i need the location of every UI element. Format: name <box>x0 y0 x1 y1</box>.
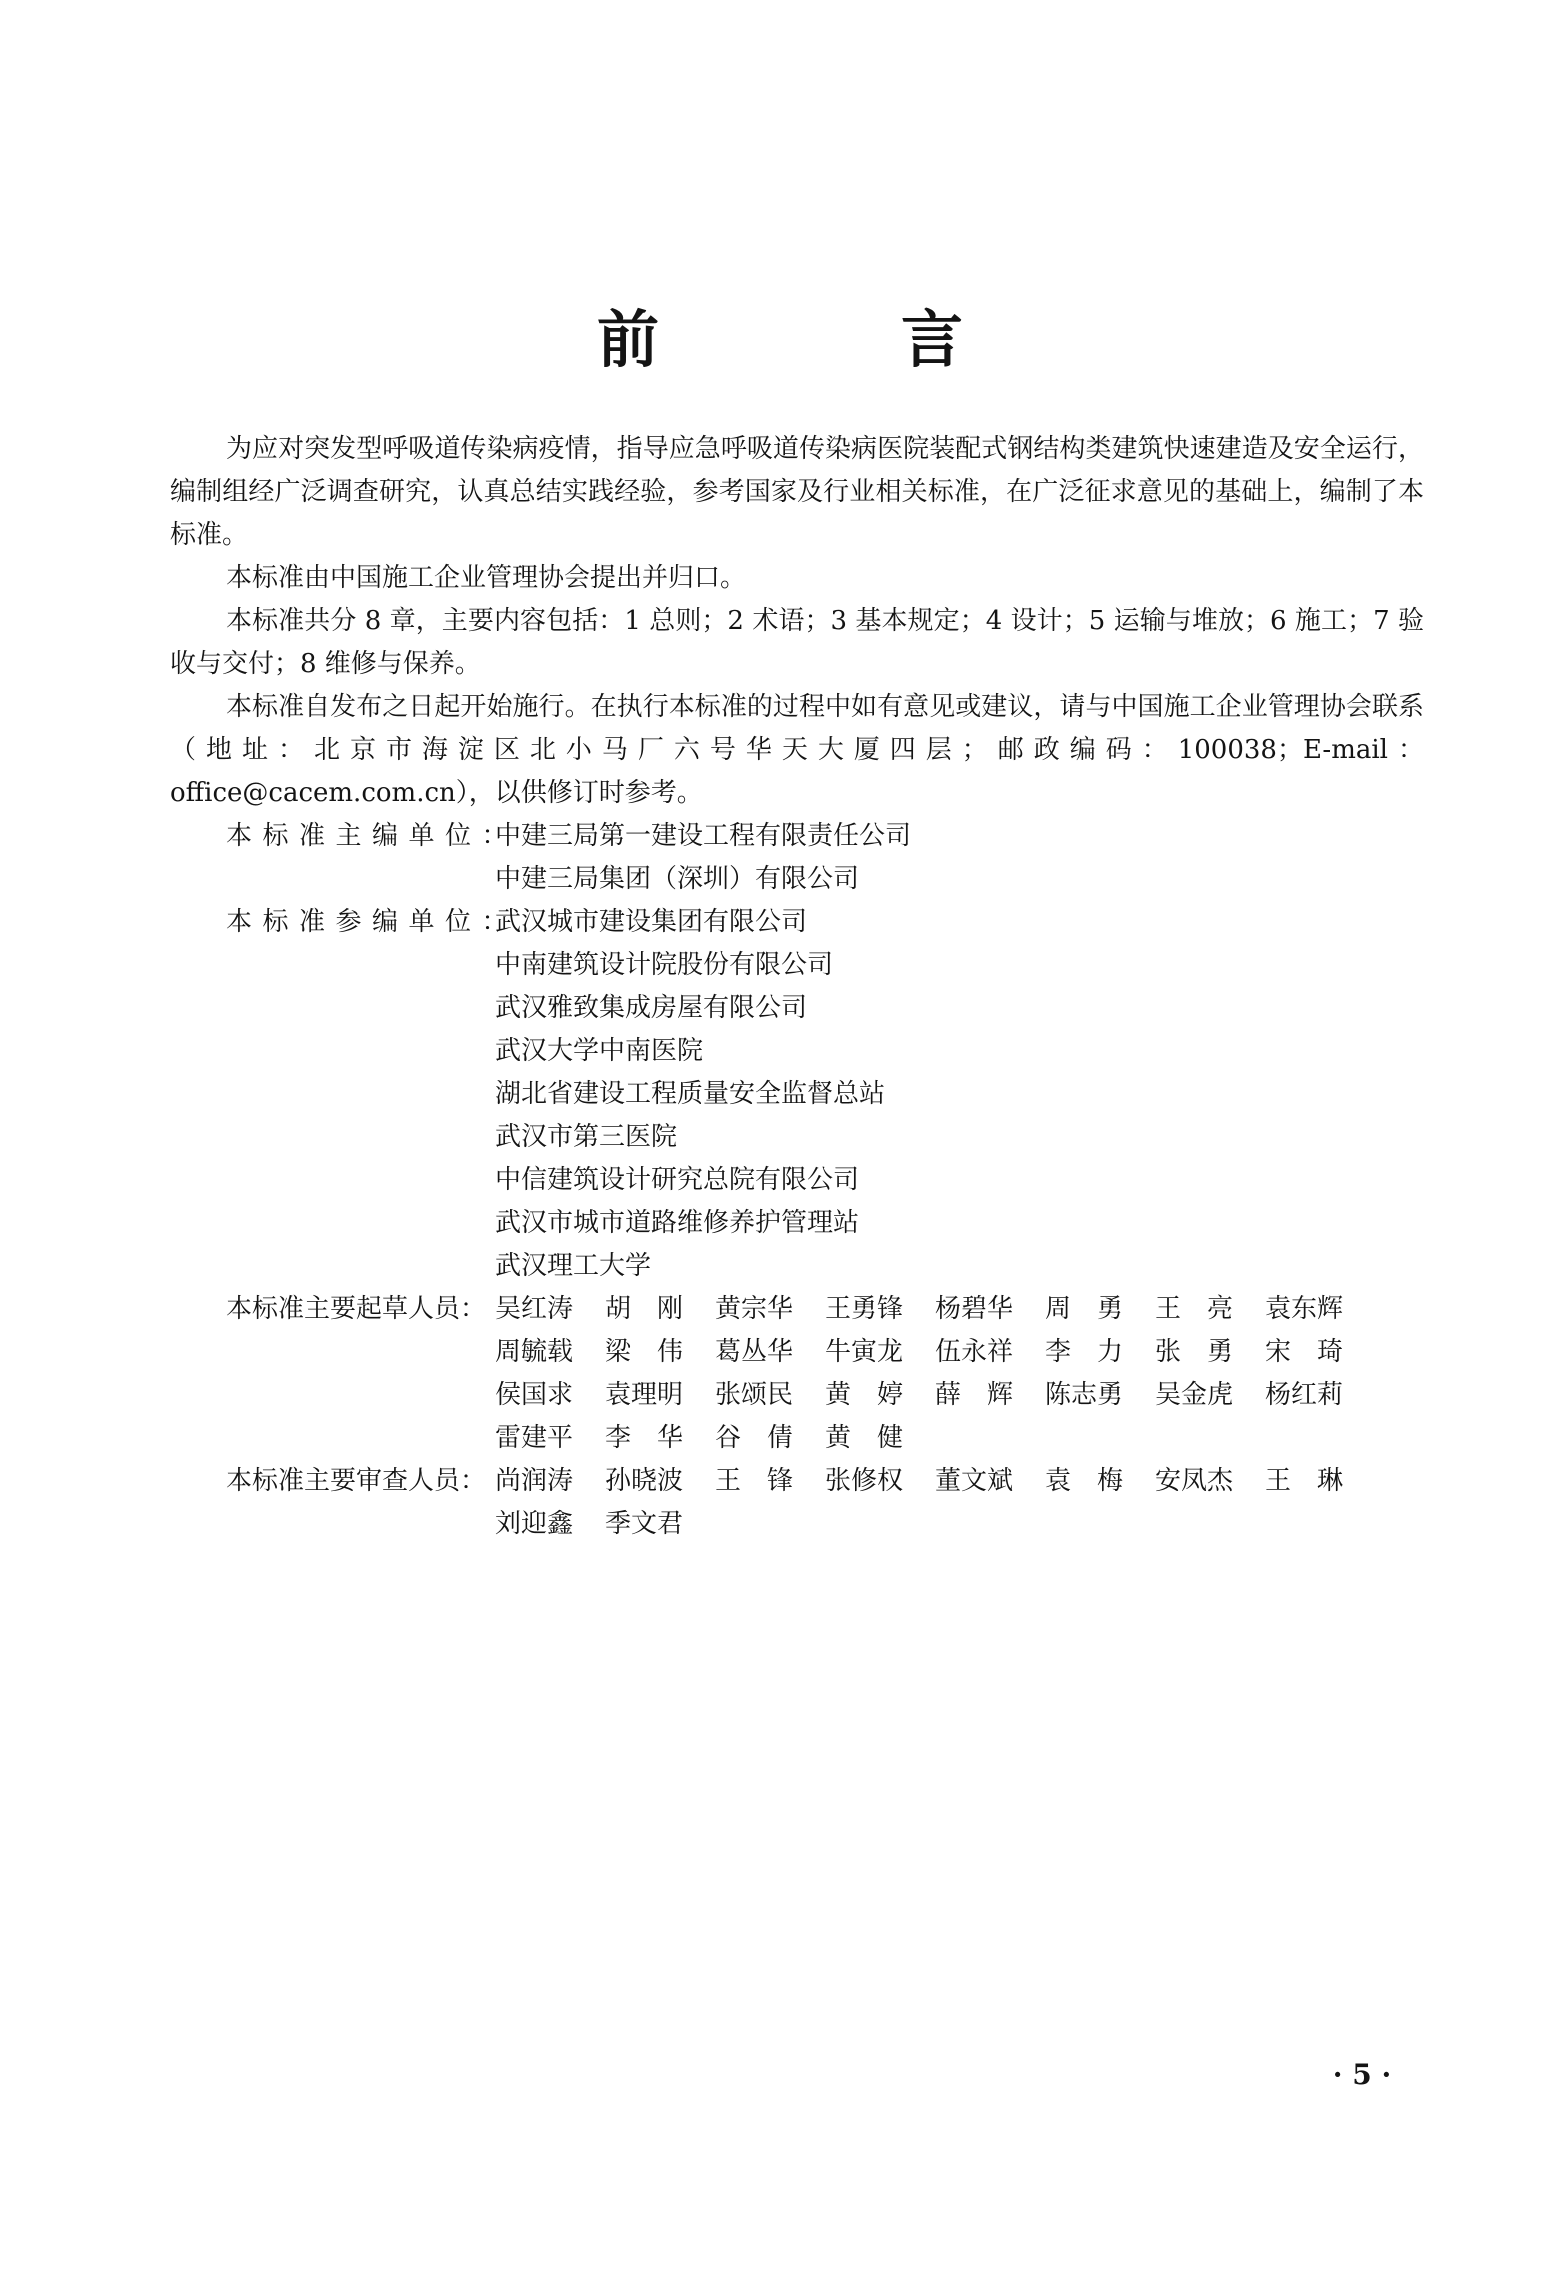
drafter-name: 胡 刚 <box>605 1294 684 1324</box>
paragraph-contact: 本标准自发布之日起开始施行。在执行本标准的过程中如有意见或建议，请与中国施工企业管理协会联系（地址：北京市海淀区北小马厂六号华天大厦四层；邮政编码：100038；E-mail：office@cacem.com.cn），以供修订时参考。 <box>170 692 1424 808</box>
drafter-name: 薛 辉 <box>935 1380 1014 1410</box>
drafter-name: 牛寅龙 <box>825 1337 904 1367</box>
drafter-name: 黄 健 <box>825 1423 904 1453</box>
drafter-name: 李 力 <box>1045 1337 1124 1367</box>
editor-label: 本标准主编单位： <box>226 821 519 851</box>
drafter-name: 袁东辉 <box>1265 1294 1344 1324</box>
participant-unit: 武汉大学中南医院 <box>495 1036 704 1066</box>
reviewers-names <box>495 1460 1424 1503</box>
paragraph-chapters: 本标准共分 8 章，主要内容包括：1 总则；2 术语；3 基本规定；4 设计；5 运输与堆放；6 施工；7 验收与交付；8 维修与保养。 <box>170 606 1424 679</box>
drafter-name: 黄宗华 <box>715 1294 794 1324</box>
reviewers-label: 本标准主要审查人员： <box>226 1466 487 1496</box>
drafters-row <box>170 1288 1424 1331</box>
page-number: · 5 · <box>1332 2058 1392 2091</box>
participant-row <box>170 1159 1424 1202</box>
participant-unit: 湖北省建设工程质量安全监督总站 <box>495 1079 886 1109</box>
drafters-names <box>495 1331 1424 1374</box>
drafter-name: 袁理明 <box>605 1380 684 1410</box>
drafters-row <box>170 1374 1424 1417</box>
participant-unit: 武汉理工大学 <box>495 1251 652 1281</box>
reviewer-name: 张修权 <box>825 1466 904 1496</box>
participants-label: 本标准参编单位： <box>226 907 519 937</box>
participant-unit: 中南建筑设计院股份有限公司 <box>495 950 834 980</box>
drafter-name: 伍永祥 <box>935 1337 1014 1367</box>
editor-row <box>170 815 1424 858</box>
drafter-name: 葛丛华 <box>715 1337 794 1367</box>
paragraph-proposer: 本标准由中国施工企业管理协会提出并归口。 <box>226 563 747 593</box>
participant-row <box>170 987 1424 1030</box>
reviewers-names <box>495 1503 1424 1546</box>
drafter-name: 吴金虎 <box>1155 1380 1234 1410</box>
editor-unit: 中建三局第一建设工程有限责任公司 <box>495 821 912 851</box>
drafters-names <box>495 1288 1424 1331</box>
editor-unit: 中建三局集团（深圳）有限公司 <box>495 864 860 894</box>
reviewer-name: 王 琳 <box>1265 1466 1344 1496</box>
drafter-name: 侯国求 <box>495 1380 574 1410</box>
participant-unit: 武汉雅致集成房屋有限公司 <box>495 993 808 1023</box>
participant-row <box>170 1030 1424 1073</box>
participant-unit: 武汉市城市道路维修养护管理站 <box>495 1208 860 1238</box>
roster <box>170 815 1424 1546</box>
editor-row <box>170 858 1424 901</box>
drafter-name: 梁 伟 <box>605 1337 684 1367</box>
participant-row <box>170 1245 1424 1288</box>
drafter-name: 雷建平 <box>495 1423 574 1453</box>
drafter-name: 周 勇 <box>1045 1294 1124 1324</box>
participant-unit: 武汉市第三医院 <box>495 1122 678 1152</box>
page-title: 前 言 <box>596 303 1053 376</box>
drafter-name: 吴红涛 <box>495 1294 574 1324</box>
drafter-name: 张颂民 <box>715 1380 794 1410</box>
drafter-name: 王 亮 <box>1155 1294 1234 1324</box>
participant-row <box>170 1202 1424 1245</box>
drafter-name: 陈志勇 <box>1045 1380 1124 1410</box>
body-text <box>170 428 1424 1546</box>
drafters-row <box>170 1331 1424 1374</box>
reviewer-name: 袁 梅 <box>1045 1466 1124 1496</box>
participant-row <box>170 944 1424 987</box>
drafters-row <box>170 1417 1424 1460</box>
drafter-name: 杨碧华 <box>935 1294 1014 1324</box>
drafter-name: 李 华 <box>605 1423 684 1453</box>
participant-row <box>170 1116 1424 1159</box>
drafter-name: 黄 婷 <box>825 1380 904 1410</box>
drafter-name: 王勇锋 <box>825 1294 904 1324</box>
drafter-name: 周毓载 <box>495 1337 574 1367</box>
drafter-name: 谷 倩 <box>715 1423 794 1453</box>
participant-row <box>170 1073 1424 1116</box>
drafters-label: 本标准主要起草人员： <box>226 1294 487 1324</box>
reviewer-name: 董文斌 <box>935 1466 1014 1496</box>
paragraph-purpose: 为应对突发型呼吸道传染病疫情，指导应急呼吸道传染病医院装配式钢结构类建筑快速建造及安全运行，编制组经广泛调查研究，认真总结实践经验，参考国家及行业相关标准，在广泛征求意见的基础上，编制了本标准。 <box>170 434 1424 550</box>
reviewer-name: 孙晓波 <box>605 1466 684 1496</box>
reviewers-row <box>170 1460 1424 1503</box>
drafter-name: 杨红莉 <box>1265 1380 1344 1410</box>
reviewer-name: 尚润涛 <box>495 1466 574 1496</box>
participant-unit: 中信建筑设计研究总院有限公司 <box>495 1165 860 1195</box>
reviewer-name: 季文君 <box>605 1509 684 1539</box>
drafters-names <box>495 1417 1424 1460</box>
drafters-names <box>495 1374 1424 1417</box>
drafter-name: 张 勇 <box>1155 1337 1234 1367</box>
participant-row <box>170 901 1424 944</box>
reviewers-row <box>170 1503 1424 1546</box>
reviewer-name: 刘迎鑫 <box>495 1509 574 1539</box>
reviewer-name: 王 锋 <box>715 1466 794 1496</box>
reviewer-name: 安凤杰 <box>1155 1466 1234 1496</box>
drafter-name: 宋 琦 <box>1265 1337 1344 1367</box>
participant-unit: 武汉城市建设集团有限公司 <box>495 907 808 937</box>
